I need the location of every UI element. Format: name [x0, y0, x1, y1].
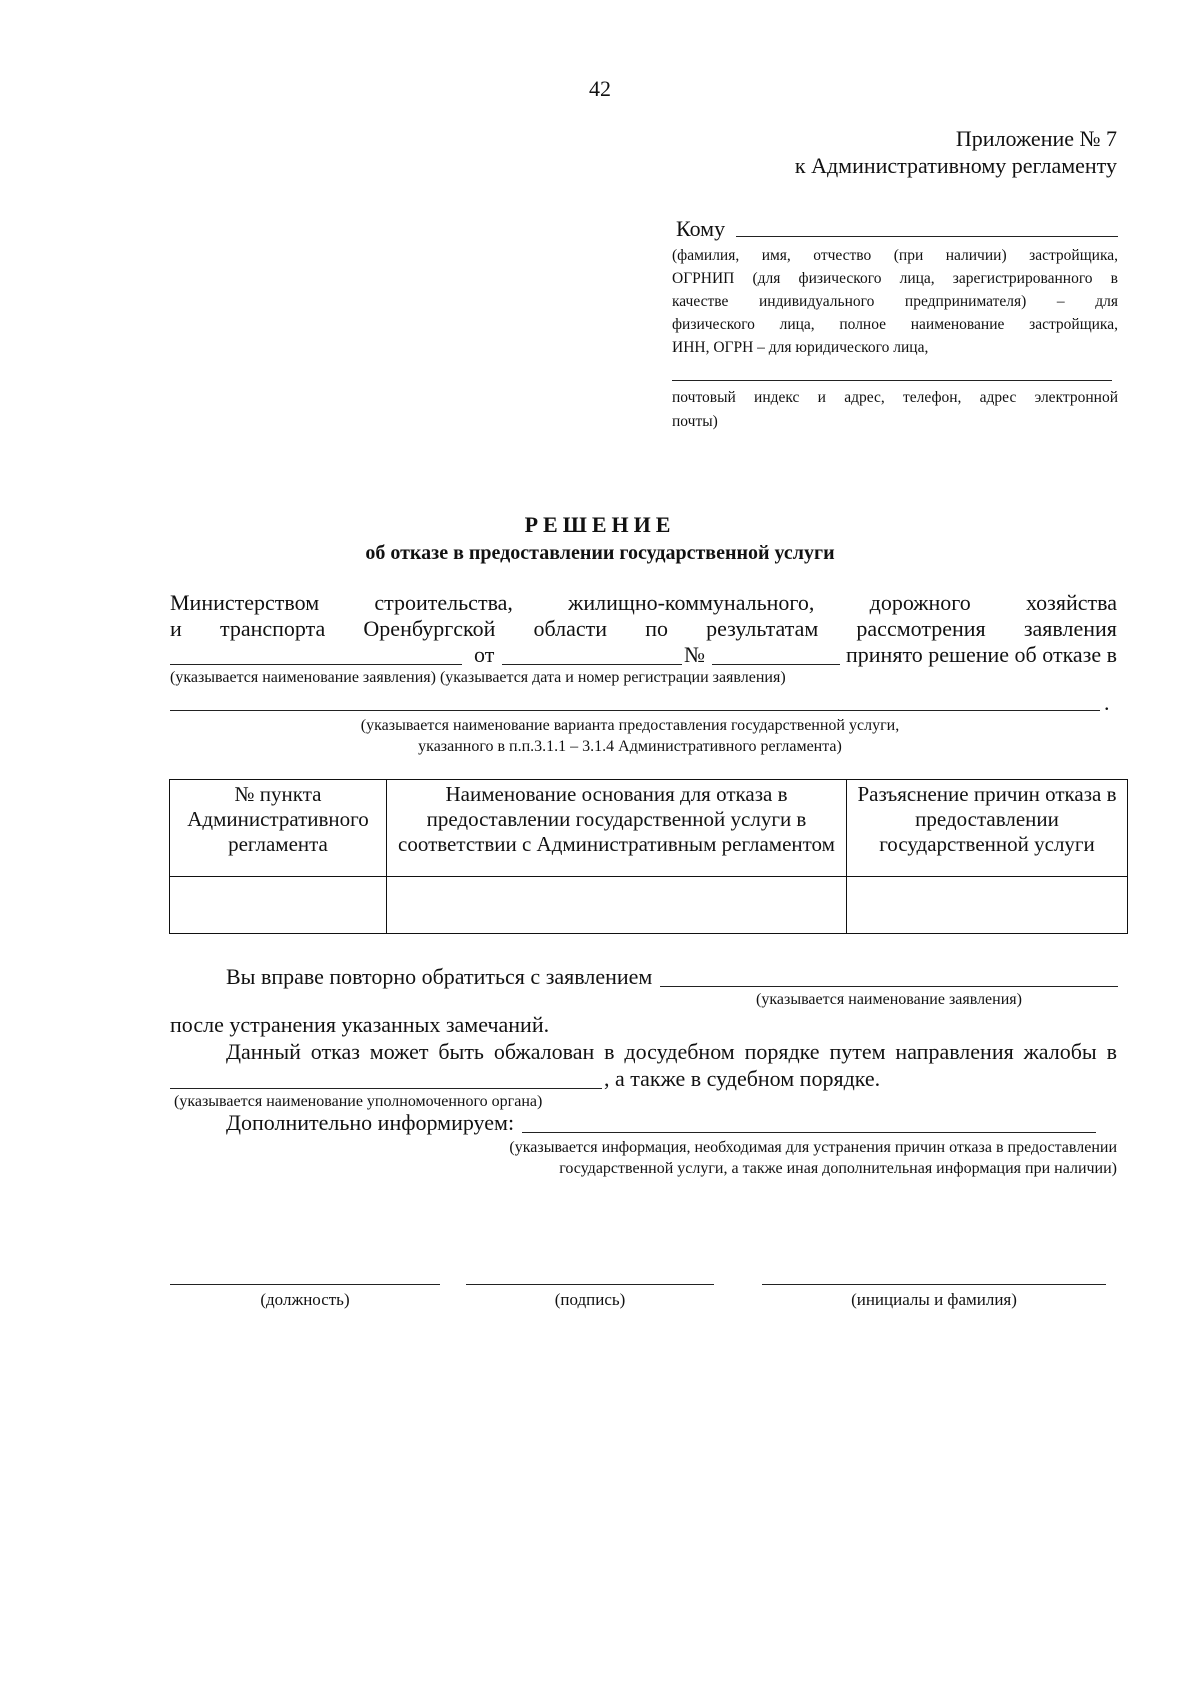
table-row: [170, 877, 1128, 934]
addressee-hint-line: качестве индивидуального предпринимателя) – для: [672, 293, 1118, 310]
header-clause-number: № пункта Административного регламента: [170, 780, 387, 877]
addressee-label: Кому: [676, 216, 726, 241]
from-label: от: [474, 642, 495, 667]
address-hint-line: почтовый индекс и адрес, телефон, адрес электронной: [672, 389, 1118, 406]
appendix-regulation: к Административному регламенту: [794, 153, 1117, 178]
intro-line-1: [170, 590, 1117, 616]
additional-info-field[interactable]: [522, 1132, 1096, 1133]
application-number-field[interactable]: [712, 664, 840, 665]
document-subtitle: об отказе в предоставлении государственной услуги: [365, 542, 835, 564]
header-refusal-ground: Наименование основания для отказа в предоставлении государственной услуги в соответствии с Административным регламентом: [387, 780, 847, 877]
address-hint-line: почты): [672, 413, 718, 430]
page-number: 42: [589, 76, 611, 101]
addressee-line[interactable]: [736, 236, 1118, 237]
table-cell[interactable]: [387, 877, 847, 934]
intro-word: хозяйства: [1025, 590, 1117, 615]
application-name-field[interactable]: [170, 664, 462, 665]
application-date-field[interactable]: [502, 664, 682, 665]
intro-word: строительства,: [374, 590, 513, 615]
variant-hint-2: указанного в п.п.3.1.1 – 3.1.4 Административного регламента): [418, 738, 842, 755]
intro-word: транспорта: [219, 616, 326, 641]
reapply-hint: (указывается наименование заявления): [756, 991, 1022, 1008]
intro-word: и: [170, 616, 182, 641]
reapply-application-field[interactable]: [660, 986, 1118, 987]
appeal-hint: (указывается наименование уполномоченного органа): [174, 1093, 543, 1110]
intro-word: заявления: [1023, 616, 1117, 641]
intro-word: дорожного: [869, 590, 971, 615]
intro-line-2: [170, 616, 1117, 642]
reapply-after: после устранения указанных замечаний.: [170, 1012, 550, 1037]
addressee-hint-line: (фамилия, имя, отчество (при наличии) застройщика,: [672, 247, 1118, 264]
additional-hint-2: государственной услуги, а также иная дополнительная информация при наличии): [559, 1160, 1117, 1177]
intro-word: результатам: [706, 616, 819, 641]
address-hint: [672, 387, 1118, 432]
intro-word: рассмотрения: [856, 616, 986, 641]
signature-label: (подпись): [554, 1290, 626, 1309]
signature-field[interactable]: [466, 1284, 714, 1285]
name-field[interactable]: [762, 1284, 1106, 1285]
appeal-text: Данный отказ может быть обжалован в досудебном порядке путем направления жалобы в: [226, 1039, 1117, 1064]
table-cell[interactable]: [170, 877, 387, 934]
address-line[interactable]: [672, 380, 1112, 381]
position-label: (должность): [260, 1290, 350, 1309]
reapply-text: Вы вправе повторно обратиться с заявлением: [226, 964, 653, 989]
refusal-table: [169, 779, 1128, 934]
addressee-hint-line: ОГРНИП (для физического лица, зарегистрированного в: [672, 270, 1118, 287]
addressee-hint-line: физического лица, полное наименование застройщика,: [672, 316, 1118, 333]
intro-word: Оренбургской: [363, 616, 496, 641]
name-label: (инициалы и фамилия): [851, 1290, 1017, 1309]
header-refusal-explanation: Разъяснение причин отказа в предоставлении государственной услуги: [847, 780, 1128, 877]
appendix-number: Приложение № 7: [955, 126, 1117, 151]
addressee-hint-line: ИНН, ОГРН – для юридического лица,: [672, 339, 929, 356]
additional-label: Дополнительно информируем:: [226, 1110, 515, 1135]
number-label: №: [684, 642, 705, 667]
appeal-authority-field[interactable]: [170, 1088, 602, 1089]
line-end-dot: .: [1104, 690, 1110, 715]
variant-hint-1: (указывается наименование варианта предоставления государственной услуги,: [360, 717, 900, 734]
decision-text: принято решение об отказе в: [846, 642, 1118, 667]
intro-word: жилищно-коммунального,: [568, 590, 815, 615]
additional-hint-1: (указывается информация, необходимая для устранения причин отказа в предоставлении: [509, 1139, 1117, 1156]
table-header-row: [170, 780, 1128, 877]
table-cell[interactable]: [847, 877, 1128, 934]
service-variant-field[interactable]: [170, 710, 1100, 711]
position-field[interactable]: [170, 1284, 440, 1285]
document-title: РЕШЕНИЕ: [524, 512, 676, 537]
intro-word: по: [645, 616, 668, 641]
intro-word: Министерством: [170, 590, 320, 615]
intro-word: области: [533, 616, 608, 641]
appeal-text-end: , а также в судебном порядке.: [604, 1066, 881, 1091]
application-hint: (указывается наименование заявления) (указывается дата и номер регистрации заявления): [170, 669, 786, 686]
addressee-hint: [672, 245, 1118, 358]
